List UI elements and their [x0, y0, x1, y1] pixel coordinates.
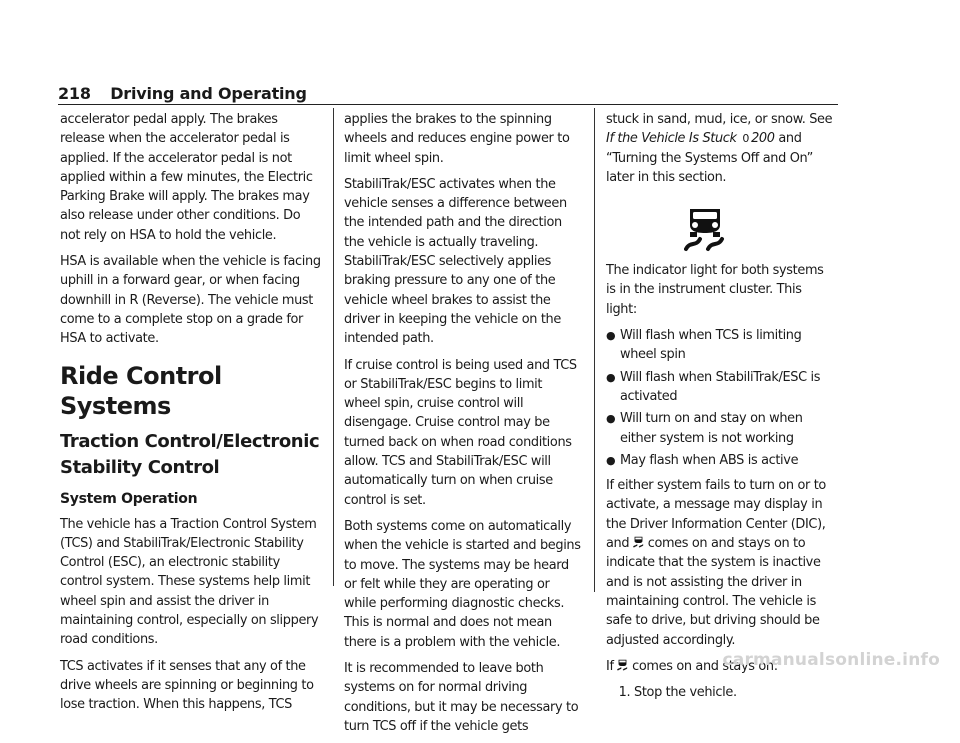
section-title: Driving and Operating [110, 84, 307, 103]
header-rule [58, 104, 838, 105]
traction-off-icon [617, 658, 628, 672]
paragraph: HSA is available when the vehicle is facing uphill in a forward gear, or when facing downhill in R (Reverse). The vehicle must come to a complete stop on a grade for HSA to activate. [60, 254, 321, 347]
list-item: 1. Stop the vehicle. [634, 683, 836, 702]
page-header [58, 84, 838, 103]
traction-off-icon [633, 535, 644, 549]
bullet-list [606, 326, 836, 470]
paragraph: The indicator light for both systems is in the instrument cluster. This light: [606, 263, 824, 317]
column-divider-2 [594, 108, 595, 592]
bullet-icon: ● [606, 412, 616, 426]
column-3 [606, 110, 836, 702]
column-1 [60, 110, 322, 722]
page-ref-arrow: 0 [742, 132, 750, 146]
minor-heading: System Operation [60, 490, 198, 507]
paragraph: StabiliTrak/ESC activates when the vehicle senses a difference between the intended path and the direction the vehicle is actually traveling. StabiliTrak/ESC selectively applies braking pressure to any one of the vehicle wheel brakes to assist the driver in keeping the vehicle on the intended path. [344, 176, 567, 347]
bullet-icon: ● [606, 329, 616, 343]
paragraph: applies the brakes to the spinning wheels and reduces engine power to limit wheel spin. [344, 112, 570, 166]
paragraph: It is recommended to leave both systems on for normal driving conditions, but it may be necessary to turn TCS off if the vehicle gets [344, 661, 579, 734]
paragraph: stuck in sand, mud, ice, or snow. See If the Vehicle Is Stuck 0 200 and “Turning the Systems Off and On” later in this section. [606, 112, 833, 185]
list-item: ● Will flash when TCS is limiting wheel spin [606, 328, 802, 363]
steps-list [606, 683, 836, 702]
traction-control-skid-icon [684, 205, 726, 253]
paragraph: If comes on and stays on: [606, 658, 778, 674]
paragraph: TCS activates if it senses that any of the drive wheels are spinning or beginning to lose traction. When this happens, TCS [60, 658, 314, 713]
column-2 [344, 110, 582, 743]
subsection-heading: Traction Control/Electronic Stability Control [60, 430, 320, 478]
page-ref-number[interactable]: 200 [751, 131, 775, 147]
section-heading: Ride Control Systems [60, 361, 222, 420]
paragraph: The vehicle has a Traction Control System (TCS) and StabiliTrak/Electronic Stability Control (ESC), an electronic stability control system. These systems help limit wheel spin and assist the driver in maintaining control, especially on slippery road conditions. [60, 516, 319, 648]
paragraph: If either system fails to turn on or to activate, a message may display in the Driver Information Center (DIC), and comes on and stays on to indicate that the system is inactive and is not assisting the driver in maintaining control. The vehicle is safe to drive, but driving should be adjusted accordingly. [606, 478, 826, 648]
paragraph: Both systems come on automatically when the vehicle is started and begins to move. The systems may be heard or felt while they are operating or while performing diagnostic checks. This is normal and does not mean there is a problem with the vehicle. [344, 518, 581, 650]
cross-reference-link[interactable]: If the Vehicle Is Stuck [606, 131, 737, 147]
watermark: carmanualsonline.info [722, 650, 940, 670]
page-number: 218 [58, 84, 91, 103]
paragraph: If cruise control is being used and TCS or StabiliTrak/ESC begins to limit wheel spin, cruise control will disengage. Cruise control may be turned back on when road conditions allow. TCS and StabiliTrak/ESC will automatically turn on when cruise control is set. [344, 357, 577, 508]
list-item: ● Will turn on and stay on when either system is not working [606, 411, 803, 446]
paragraph: accelerator pedal apply. The brakes release when the accelerator pedal is applied. If the accelerator pedal is not applied within a few minutes, the Electric Parking Brake will apply. The brakes may also release under other conditions. Do not rely on HSA to hold the vehicle. [60, 112, 313, 243]
column-divider-1 [333, 108, 334, 586]
list-item: ● May flash when ABS is active [606, 451, 836, 470]
bullet-icon: ● [606, 453, 616, 467]
bullet-icon: ● [606, 370, 616, 384]
list-item: ● Will flash when StabiliTrak/ESC is activated [606, 369, 821, 404]
